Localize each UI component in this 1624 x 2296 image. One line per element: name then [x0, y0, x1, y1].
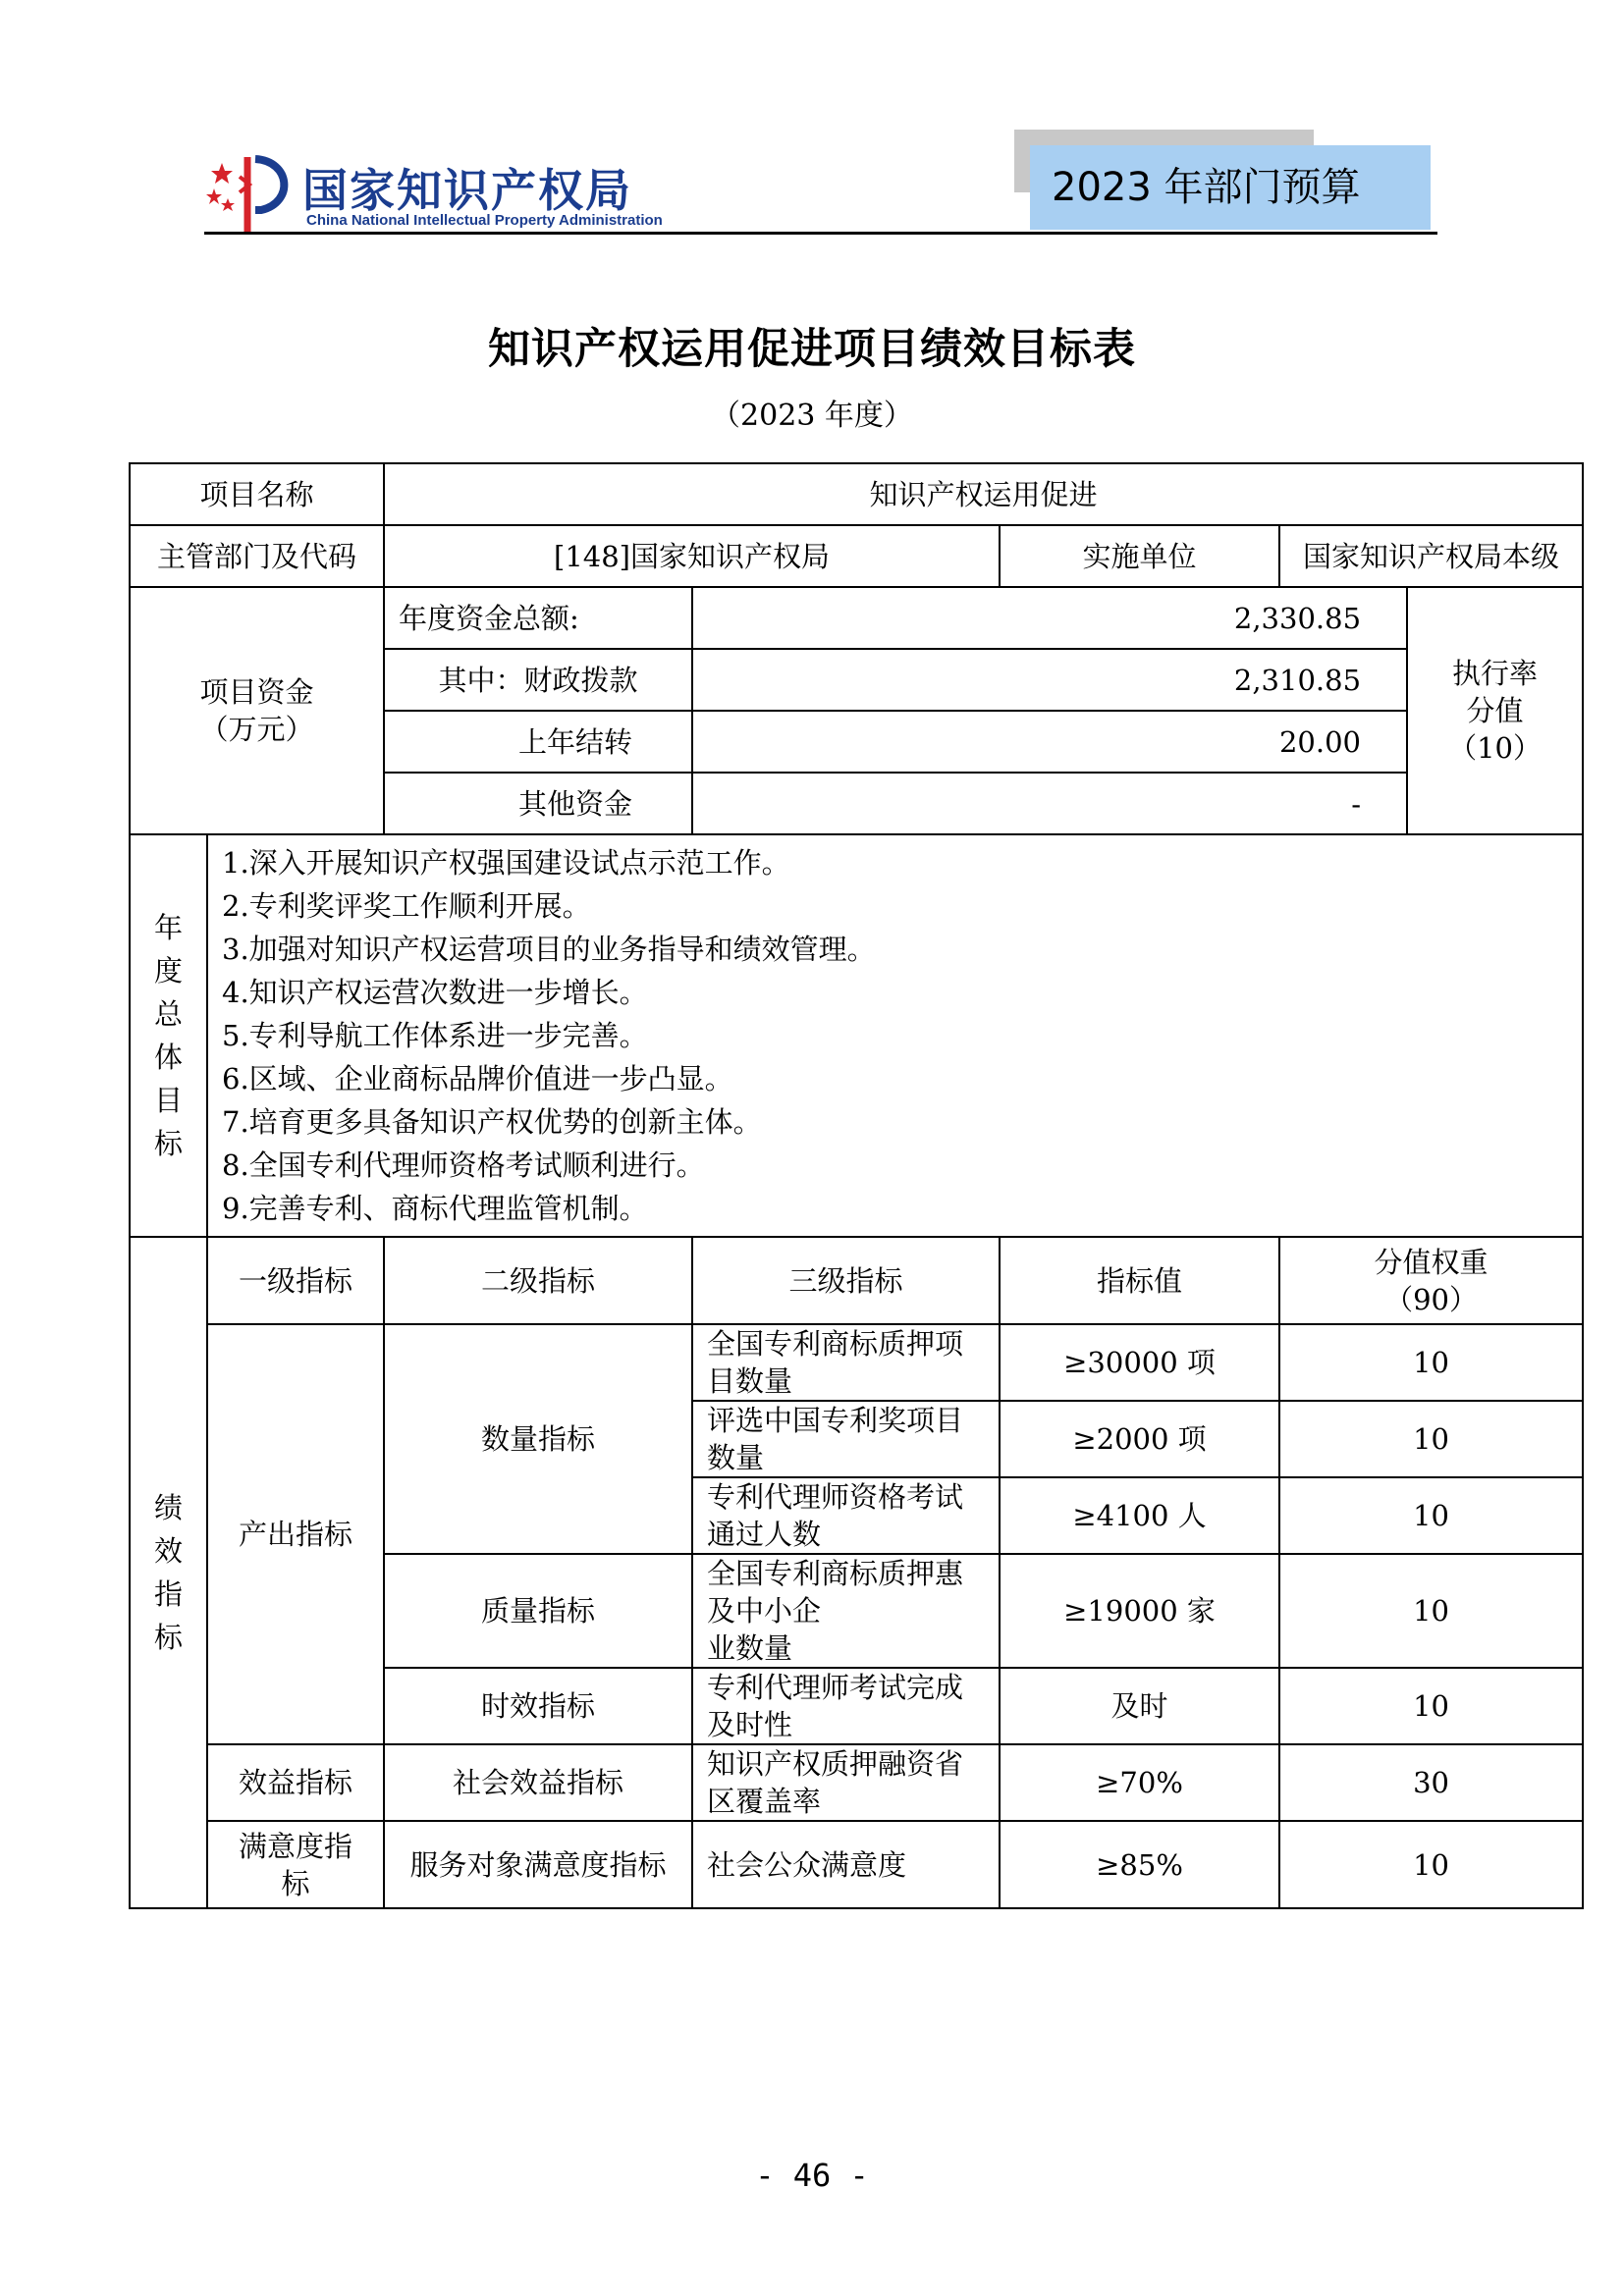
page-subtitle: （2023 年度）: [711, 399, 913, 433]
indicator-value: ≥85%: [1000, 1821, 1279, 1908]
total-funds-label: 年度资金总额:: [384, 587, 692, 649]
col-header-level2: 二级指标: [384, 1237, 692, 1324]
page-number: - 46 -: [755, 2157, 869, 2194]
table-row: [130, 463, 1583, 525]
project-name-label: 项目名称: [130, 463, 384, 525]
dept-label: 主管部门及代码: [130, 525, 384, 587]
logo: [204, 149, 663, 238]
indicator-name: 全国专利商标质押惠及中小企 业数量: [692, 1554, 1000, 1668]
list-item: 5.专利导航工作体系进一步完善。: [222, 1019, 648, 1052]
table-row: [130, 1821, 1583, 1908]
col-header-level1: 一级指标: [207, 1237, 384, 1324]
total-funds-value: 2,330.85: [692, 587, 1407, 649]
group-quantity: 数量指标: [384, 1324, 692, 1554]
performance-indicators-label: 绩 效 指 标: [130, 1237, 207, 1908]
annual-goals-label: 年 度 总 体 目 标: [130, 834, 207, 1237]
annual-goals-list: [207, 834, 1583, 1237]
list-item: 4.知识产权运营次数进一步增长。: [222, 976, 648, 1009]
project-name-value: 知识产权运用促进: [384, 463, 1583, 525]
other-funds-label: 其他资金: [384, 773, 692, 834]
indicator-value: ≥70%: [1000, 1744, 1279, 1821]
col-header-value: 指标值: [1000, 1237, 1279, 1324]
indicator-value: 及时: [1000, 1668, 1279, 1744]
indicator-weight: 10: [1279, 1477, 1583, 1554]
list-item: 8.全国专利代理师资格考试顺利进行。: [222, 1148, 705, 1182]
indicator-weight: 10: [1279, 1401, 1583, 1477]
carry-over-value: 20.00: [692, 711, 1407, 773]
indicator-value: ≥2000 项: [1000, 1401, 1279, 1477]
cnipa-emblem-icon: [204, 149, 298, 238]
list-item: 9.完善专利、商标代理监管机制。: [222, 1192, 648, 1225]
indicator-name: 全国专利商标质押项目数量: [692, 1324, 1000, 1401]
table-row: [130, 834, 1583, 1237]
group-benefit: 效益指标: [207, 1744, 384, 1821]
carry-over-label: 上年结转: [384, 711, 692, 773]
other-funds-value: -: [692, 773, 1407, 834]
group-service-satisfaction: 服务对象满意度指标: [384, 1821, 692, 1908]
unit-label: 实施单位: [1000, 525, 1279, 587]
table-row: [130, 1744, 1583, 1821]
group-output: 产出指标: [207, 1324, 384, 1744]
table-row: [130, 1237, 1583, 1324]
group-social-benefit: 社会效益指标: [384, 1744, 692, 1821]
indicator-value: ≥19000 家: [1000, 1554, 1279, 1668]
page-title: 知识产权运用促进项目绩效目标表: [488, 325, 1136, 374]
list-item: 1.深入开展知识产权强国建设试点示范工作。: [222, 846, 790, 880]
group-quality: 质量指标: [384, 1554, 692, 1668]
group-satisfaction: 满意度指 标: [207, 1821, 384, 1908]
table-row: [130, 587, 1583, 649]
list-item: 2.专利奖评奖工作顺利开展。: [222, 889, 591, 923]
indicator-name: 专利代理师资格考试通过人数: [692, 1477, 1000, 1554]
header-doc-label: 2023 年部门预算: [1030, 145, 1431, 230]
performance-target-table: [129, 462, 1584, 1909]
indicator-weight: 30: [1279, 1744, 1583, 1821]
unit-value: 国家知识产权局本级: [1279, 525, 1583, 587]
indicator-weight: 10: [1279, 1324, 1583, 1401]
indicator-value: ≥4100 人: [1000, 1477, 1279, 1554]
fiscal-funds-value: 2,310.85: [692, 649, 1407, 711]
funds-label: 项目资金 （万元）: [130, 587, 384, 834]
col-header-weight: 分值权重 （90）: [1279, 1237, 1583, 1324]
indicator-name: 社会公众满意度: [692, 1821, 1000, 1908]
table-row: [130, 1324, 1583, 1401]
logo-chinese-text: 国家知识产权局: [302, 164, 632, 217]
list-item: 6.区域、企业商标品牌价值进一步凸显。: [222, 1062, 733, 1095]
indicator-weight: 10: [1279, 1554, 1583, 1668]
execution-rate-score: 执行率 分值 （10）: [1407, 587, 1583, 834]
indicator-weight: 10: [1279, 1668, 1583, 1744]
list-item: 3.加强对知识产权运营项目的业务指导和绩效管理。: [222, 933, 876, 966]
fiscal-funds-label: 其中：财政拨款: [384, 649, 692, 711]
col-header-level3: 三级指标: [692, 1237, 1000, 1324]
dept-value: [148]国家知识产权局: [384, 525, 1000, 587]
logo-english-text: China National Intellectual Property Administration: [306, 212, 663, 229]
list-item: 7.培育更多具备知识产权优势的创新主体。: [222, 1105, 762, 1139]
indicator-value: ≥30000 项: [1000, 1324, 1279, 1401]
indicator-weight: 10: [1279, 1821, 1583, 1908]
table-row: [130, 525, 1583, 587]
header-rule: [204, 232, 1437, 235]
indicator-name: 专利代理师考试完成及时性: [692, 1668, 1000, 1744]
indicator-name: 评选中国专利奖项目数量: [692, 1401, 1000, 1477]
indicator-name: 知识产权质押融资省区覆盖率: [692, 1744, 1000, 1821]
group-timeliness: 时效指标: [384, 1668, 692, 1744]
